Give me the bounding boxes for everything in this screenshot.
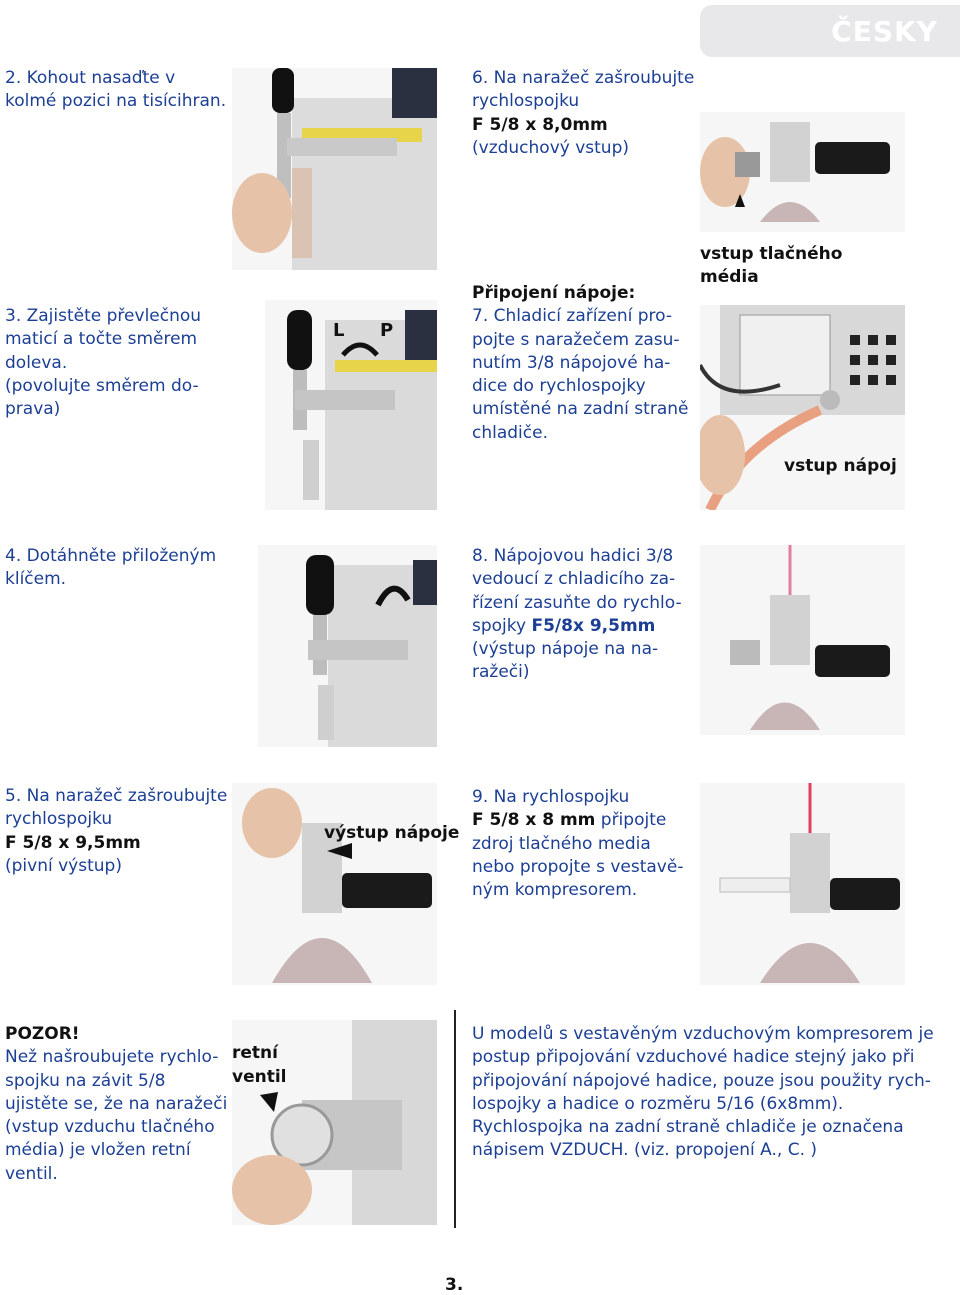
- page-number: 3.: [445, 1275, 464, 1295]
- language-label: ČESKY: [831, 15, 938, 48]
- photo-coupler-air-hose: [700, 783, 905, 985]
- step-4-text: 4. Dotáhněte přiloženým klíčem.: [5, 546, 217, 590]
- photo-faucet-mounting: [232, 68, 437, 270]
- step-2-text: 2. Kohout nasaďte v kolmé pozici na tisícihran.: [5, 68, 227, 112]
- photo-coupler-beer-outlet: [232, 783, 437, 985]
- label-output-drink: výstup nápoje: [324, 823, 460, 843]
- photo-faucet-wrench: [258, 545, 437, 747]
- photo-faucet-nut: [265, 300, 437, 510]
- compressor-note: U modelů s vestavěným vzduchovým kompresorem je postup připojování vzduchové hadice stejný jako při připojování nápojové hadice, pouze jsou použity rych- lospojky a hadice o rozměru 5/16 (6x8mm). Rychlospojka na zadní straně chladiče je označena nápisem VZDUCH. (viz. propojení A., C. ): [472, 1024, 934, 1161]
- language-tab: [700, 5, 960, 57]
- step-3-text: 3. Zajistěte převlečnou maticí a točte směrem doleva. (povolujte směrem do- prava): [5, 306, 202, 420]
- section-divider: [454, 1010, 456, 1228]
- step-6-text: 6. Na naražeč zašroubujte rychlospojku F 5/8 x 8,0mm (vzduchový vstup): [472, 68, 695, 158]
- label-input-drink: vstup nápoj: [784, 456, 897, 476]
- photo-cooler-back: [700, 305, 905, 510]
- step-7-text: Připojení nápoje: 7. Chladicí zařízení pro- pojte s naražečem zasu- nutím 3/8 nápojové ha- dice do rychlospojky umístěné na zadní straně chladiče.: [472, 283, 689, 443]
- label-left: L: [333, 320, 345, 341]
- step-8-text: 8. Nápojovou hadici 3/8 vedoucí z chladicího za- řízení zasuňte do rychlo- spojky F5/8x 9,5mm (výstup nápoje na na- ražeči): [472, 546, 682, 683]
- label-input-medium: vstup tlačného média: [700, 244, 843, 287]
- step-9-text: 9. Na rychlospojku F 5/8 x 8 mm připojte zdroj tlačného media nebo propojte s vestavě- ným kompresorem.: [472, 787, 684, 901]
- step-5-text: 5. Na naražeč zašroubujte rychlospojku F 5/8 x 9,5mm (pivní výstup): [5, 786, 228, 876]
- label-check-valve: retní ventil: [232, 1043, 287, 1087]
- photo-coupler-drink-hose: [700, 545, 905, 735]
- warning-text: POZOR! Než našroubujete rychlo- spojku na závit 5/8 ujistěte se, že na naražeči (vstup vzduchu tlačného média) je vložen retní ventil.: [5, 1024, 228, 1184]
- label-right: P: [380, 320, 394, 341]
- photo-coupler-air-fitting: [700, 112, 905, 232]
